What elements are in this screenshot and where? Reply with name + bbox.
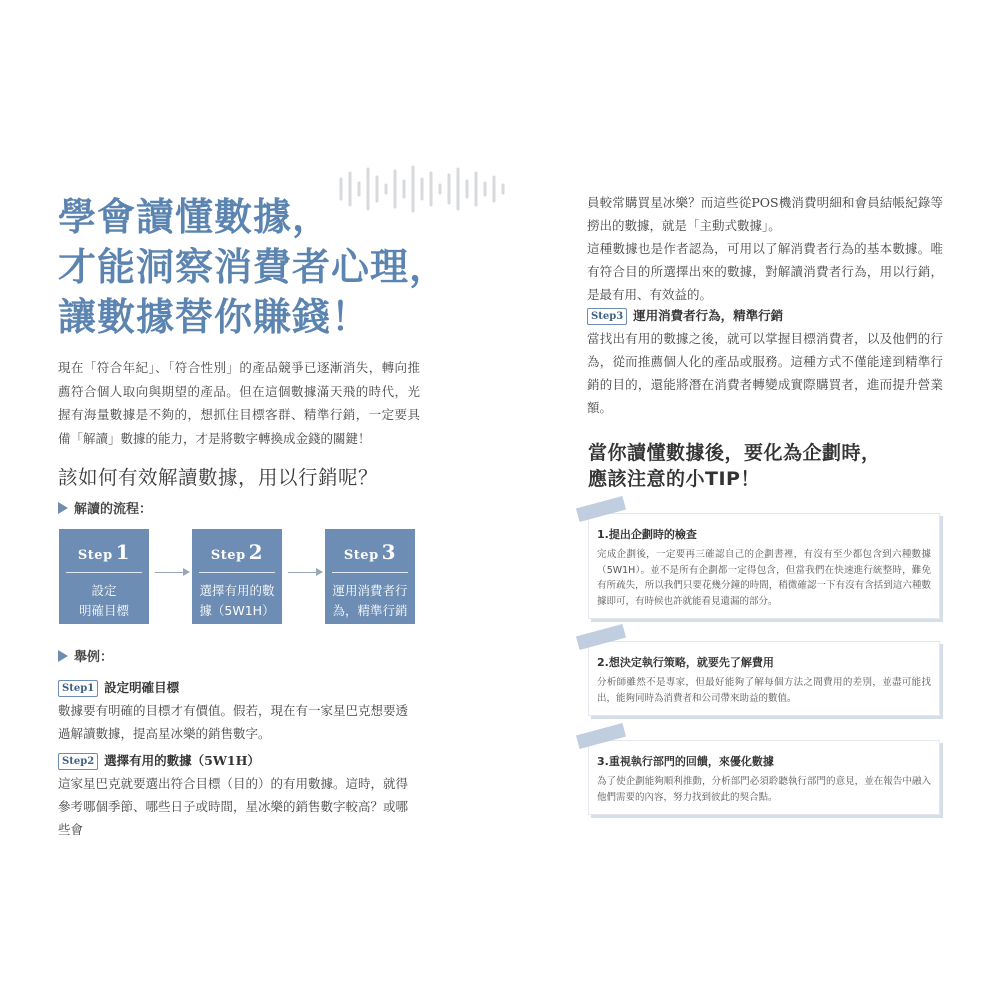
tips-heading: 當你讀懂數據後，要化為企劃時， 應該注意的小TIP！ [588, 442, 881, 490]
step-box-2: Step 2 選擇有用的數 據（5W1H） [192, 529, 282, 624]
triangle-bullet-icon [58, 650, 68, 662]
example-step3-body: 當找出有用的數據之後，就可以掌握目標消費者，以及他們的行為，從而推薦個人化的產品或服務。這種方式不僅能達到精準行銷的目的，還能將潛在消費者轉變成實際購買者，進而提升營業額。 [587, 331, 943, 415]
step-box-1: Step 1 設定 明確目標 [59, 529, 149, 624]
step-box-2-text: 選擇有用的數 據（5W1H） [199, 583, 275, 618]
tip-card-1 [588, 513, 940, 619]
flow-arrow-icon [288, 572, 322, 573]
title-line-3: 讓數據替你賺錢！ [58, 294, 371, 339]
example-step2-body: 這家星巴克就要選出符合目標（目的）的有用數據。這時，就得參考哪個季節、哪些日子或時間，星冰樂的銷售數字較高？或哪些會 [58, 776, 409, 837]
title-line-1: 學會讀懂數據， [58, 194, 332, 239]
triangle-bullet-icon [58, 502, 68, 514]
intro-paragraph: 現在「符合年紀」、「符合性別」的產品競爭已逐漸消失，轉向推薦符合個人取向與期望的產品。但在這個數據滿天飛的時代，光握有海量數據是不夠的，想抓住目標客群、精準行銷，一定要具備「解讀」數據的能力，才是將數字轉換成金錢的關鍵！ [58, 360, 420, 446]
example-step3: Step3 運用消費者行為，精準行銷 當找出有用的數據之後，就可以掌握目標消費者，以及他們的行為，從而推薦個人化的產品或服務。這種方式不僅能達到精準行銷的目的，還能將潛在消費者轉變成實際購買者，進而提升營業額。 [587, 304, 943, 419]
right-paragraph-2: 這種數據也是作者認為，可用以了解消費者行為的基本數據。唯有符合目的所選擇出來的數據，對解讀消費者行為，用以行銷，是最有用、有效益的。 [587, 241, 943, 302]
tip-body: 完成企劃後，一定要再三確認自己的企劃書裡，有沒有至少都包含到六種數據（5W1H）。並不是所有企劃都一定得包含，但當我們在快速進行統整時，難免有所疏失，所以我們只要花幾分鐘的時間，稍微確認一下有沒有含括到這六種數據即可，有時候也許就能看見遺漏的部分。 [597, 549, 931, 607]
step-tag: Step3 [587, 308, 627, 325]
flow-arrow-icon [155, 572, 189, 573]
example-label: 舉例： [58, 646, 113, 665]
step-box-1-text: 設定 明確目標 [78, 583, 129, 618]
tip-body: 為了使企劃能夠順利推動，分析部門必須聆聽執行部門的意見，並在報告中融入他們需要的內容，努力找到彼此的契合點。 [597, 776, 931, 803]
step-tag: Step2 [58, 753, 98, 770]
tape-decoration [576, 723, 626, 749]
page-title [58, 192, 448, 342]
example-step1-body: 數據要有明確的目標才有價值。假若，現在有一家星巴克想要透過解讀數據，提高星冰樂的銷售數字。 [58, 703, 409, 741]
process-flow [58, 529, 418, 624]
tip-title: 3.重視執行部門的回饋，來優化數據 [597, 755, 774, 768]
tape-decoration [576, 624, 626, 650]
tip-card-2 [588, 641, 940, 716]
flow-label: 解讀的流程： [58, 498, 152, 517]
step-tag: Step1 [58, 680, 98, 697]
right-paragraph-1: 員較常購買星冰樂？而這些從POS機消費明細和會員結帳紀錄等撈出的數據，就是「主動式數據」。 [587, 195, 943, 233]
example-step1: Step1 設定明確目標 數據要有明確的目標才有價值。假若，現在有一家星巴克想要透過解讀數據，提高星冰樂的銷售數字。 [58, 676, 420, 745]
tape-decoration [576, 496, 626, 522]
tip-title: 1.提出企劃時的檢查 [597, 528, 697, 541]
step-box-3: Step 3 運用消費者行 為，精準行銷 [325, 529, 415, 624]
tip-title: 2.想決定執行策略，就要先了解費用 [597, 656, 774, 669]
section-heading: 該如何有效解讀數據，用以行銷呢？ [58, 466, 379, 489]
tip-card-3 [588, 740, 940, 815]
example-step2: Step2 選擇有用的數據（5W1H） 這家星巴克就要選出符合目標（目的）的有用數據。這時，就得參考哪個季節、哪些日子或時間，星冰樂的銷售數字較高？或哪些會 [58, 749, 420, 841]
title-line-2: 才能洞察消費者心理， [58, 244, 449, 289]
tip-body: 分析師雖然不是專家，但最好能夠了解每個方法之間費用的差別，並盡可能找出，能夠同時為消費者和公司帶來助益的數值。 [597, 677, 931, 704]
step-box-3-text: 運用消費者行 為，精準行銷 [332, 583, 408, 618]
